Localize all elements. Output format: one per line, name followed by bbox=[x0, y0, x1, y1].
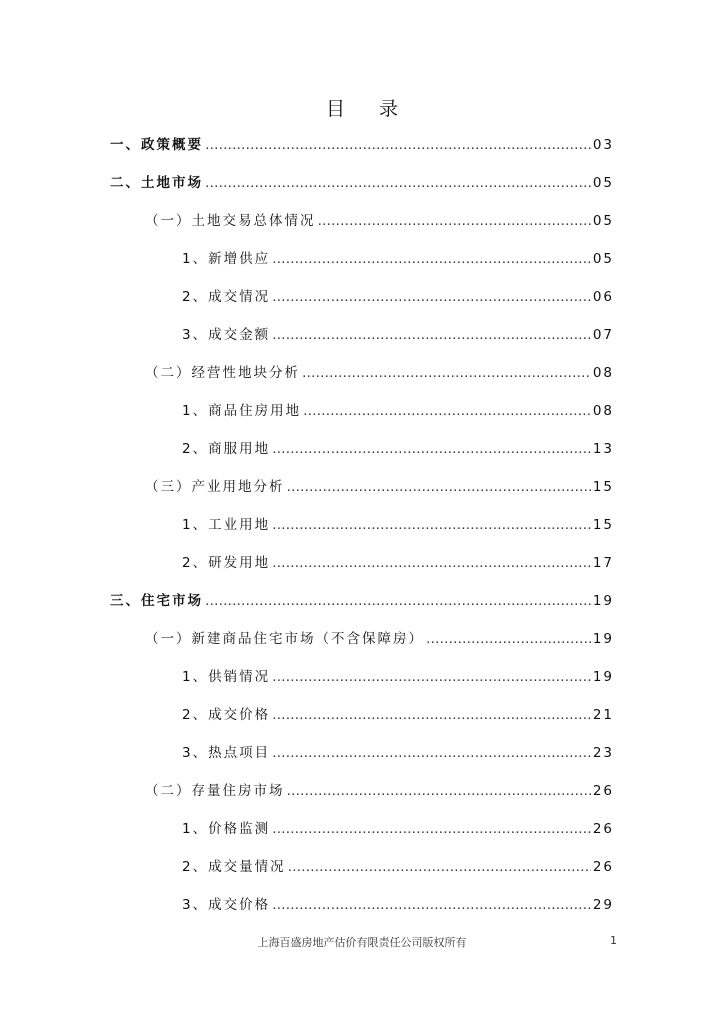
dot-leader bbox=[272, 251, 591, 267]
dot-leader bbox=[318, 213, 591, 229]
toc-entry-label: 1、新增供应 bbox=[182, 251, 271, 267]
toc-entry-label: （三）产业用地分析 bbox=[145, 479, 285, 495]
toc-entry-page: 08 bbox=[592, 403, 614, 419]
toc-entry[interactable] bbox=[182, 247, 614, 269]
toc-entry-page: 05 bbox=[592, 213, 614, 229]
dot-leader bbox=[287, 479, 591, 495]
toc-entry-page: 05 bbox=[592, 175, 614, 191]
toc-entry-label: 3、热点项目 bbox=[182, 745, 271, 761]
toc-entry[interactable] bbox=[182, 437, 614, 459]
toc-entry-page: 06 bbox=[592, 289, 614, 305]
toc-entry-label: 3、成交价格 bbox=[182, 897, 271, 913]
dot-leader bbox=[287, 783, 591, 799]
toc-entry-label: 2、成交量情况 bbox=[182, 859, 286, 875]
toc-entry-page: 15 bbox=[592, 479, 614, 495]
toc-entry-page: 19 bbox=[592, 669, 614, 685]
toc-entry-page: 03 bbox=[592, 137, 614, 153]
toc-entry-page: 26 bbox=[592, 859, 614, 875]
toc-entry-label: 二、土地市场 bbox=[110, 175, 203, 191]
toc-entry-page: 23 bbox=[592, 745, 614, 761]
dot-leader bbox=[272, 555, 591, 571]
toc-entry-page: 15 bbox=[592, 517, 614, 533]
dot-leader bbox=[205, 593, 591, 609]
toc-entry[interactable] bbox=[145, 475, 614, 497]
toc-entry[interactable] bbox=[182, 817, 614, 839]
footer-page-number: 1 bbox=[610, 934, 617, 947]
toc-entry[interactable] bbox=[182, 855, 614, 877]
dot-leader bbox=[205, 175, 591, 191]
dot-leader bbox=[272, 897, 591, 913]
toc-entry[interactable] bbox=[182, 703, 614, 725]
toc-entry-page: 29 bbox=[592, 897, 614, 913]
dot-leader bbox=[272, 745, 591, 761]
toc-entry-page: 19 bbox=[592, 593, 614, 609]
toc-entry-page: 05 bbox=[592, 251, 614, 267]
toc-entry-label: 2、成交情况 bbox=[182, 289, 271, 305]
toc-entry-page: 17 bbox=[592, 555, 614, 571]
footer-copyright: 上海百盛房地产估价有限责任公司版权所有 bbox=[257, 936, 467, 949]
dot-leader bbox=[205, 137, 591, 153]
toc-entry-page: 07 bbox=[592, 327, 614, 343]
toc-entry-label: （一）土地交易总体情况 bbox=[145, 213, 316, 229]
toc-entry-label: （二）经营性地块分析 bbox=[145, 365, 300, 381]
toc-entry[interactable] bbox=[145, 361, 614, 383]
toc-entry-page: 19 bbox=[592, 631, 614, 647]
toc-entry[interactable] bbox=[182, 741, 614, 763]
toc-entry-label: 2、成交价格 bbox=[182, 707, 271, 723]
toc-entry[interactable] bbox=[182, 551, 614, 573]
toc-entry-page: 26 bbox=[592, 821, 614, 837]
toc-entry[interactable] bbox=[182, 665, 614, 687]
toc-entry-label: （二）存量住房市场 bbox=[145, 783, 285, 799]
dot-leader bbox=[272, 707, 591, 723]
dot-leader bbox=[303, 403, 591, 419]
dot-leader bbox=[272, 289, 591, 305]
toc-entry-page: 13 bbox=[592, 441, 614, 457]
dot-leader bbox=[272, 821, 591, 837]
toc-entry-label: 1、商品住房用地 bbox=[182, 403, 302, 419]
toc-entry[interactable] bbox=[145, 627, 614, 649]
toc-entry-label: 1、价格监测 bbox=[182, 821, 271, 837]
toc-entry[interactable] bbox=[182, 893, 614, 915]
toc-entry-page: 08 bbox=[592, 365, 614, 381]
toc-entry-label: 2、研发用地 bbox=[182, 555, 271, 571]
toc-entry-label: 3、成交金额 bbox=[182, 327, 271, 343]
toc-entry-page: 21 bbox=[592, 707, 614, 723]
toc-entry[interactable] bbox=[110, 133, 614, 155]
toc-entry-label: 2、商服用地 bbox=[182, 441, 271, 457]
dot-leader bbox=[426, 631, 591, 647]
dot-leader bbox=[272, 669, 591, 685]
dot-leader bbox=[302, 365, 591, 381]
toc-entry[interactable] bbox=[182, 513, 614, 535]
toc-entry[interactable] bbox=[145, 209, 614, 231]
toc-entry-label: 1、工业用地 bbox=[182, 517, 271, 533]
dot-leader bbox=[272, 441, 591, 457]
toc-entry[interactable] bbox=[182, 285, 614, 307]
page-title: 目 录 bbox=[325, 98, 413, 120]
toc-entry-label: 1、供销情况 bbox=[182, 669, 271, 685]
toc-entry-label: 三、住宅市场 bbox=[110, 593, 203, 609]
toc-entry-label: （一）新建商品住宅市场（不含保障房） bbox=[145, 631, 424, 647]
toc-entry[interactable] bbox=[110, 589, 614, 611]
toc-entry[interactable] bbox=[182, 399, 614, 421]
dot-leader bbox=[272, 517, 591, 533]
toc-entry-label: 一、政策概要 bbox=[110, 137, 203, 153]
dot-leader bbox=[272, 327, 591, 343]
toc-entry[interactable] bbox=[110, 171, 614, 193]
dot-leader bbox=[288, 859, 591, 875]
toc-entry[interactable] bbox=[182, 323, 614, 345]
toc-entry[interactable] bbox=[145, 779, 614, 801]
toc-entry-page: 26 bbox=[592, 783, 614, 799]
